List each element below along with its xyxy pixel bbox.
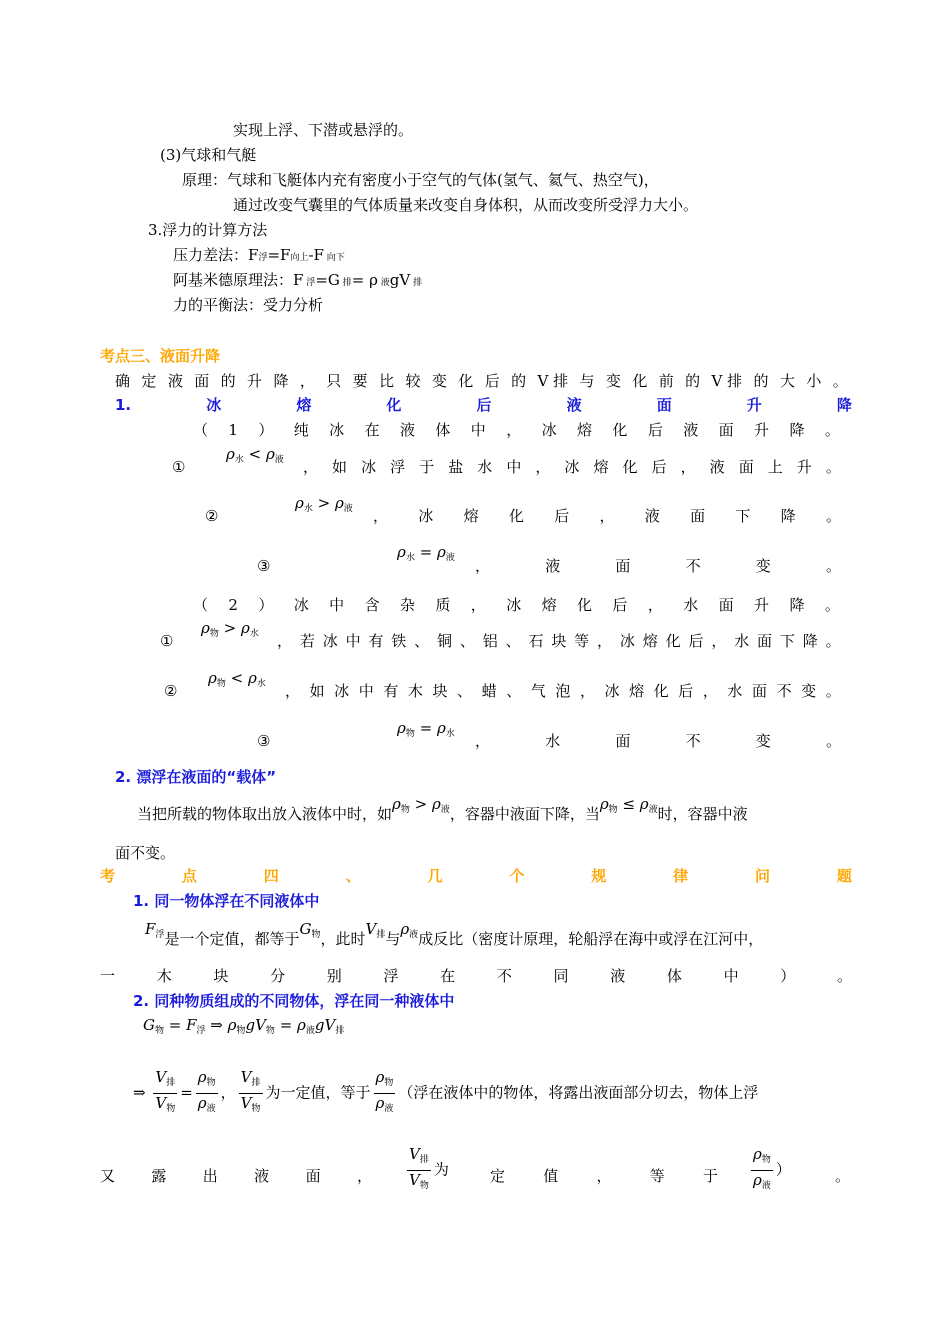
text-char: 体 [435, 421, 451, 439]
carrier-text-line-2: 面不变。 [115, 844, 176, 862]
text-char: 。 [825, 458, 841, 476]
text-char: 点 [181, 867, 197, 885]
text-char: ， [647, 596, 663, 614]
text-char: 定 [490, 1167, 506, 1185]
text-char: 确 [115, 372, 131, 390]
text-char: 1 [228, 421, 238, 439]
case-number: ③ [257, 557, 271, 575]
text-char: 液 [254, 1167, 270, 1185]
text-char: 蜡 [481, 682, 497, 700]
text-char: 冰 [206, 396, 222, 414]
text-char: 、 [505, 632, 521, 650]
balloon-principle-2: 通过改变气囊里的气体质量来改变自身体积，从而改变所受浮力大小。 [233, 196, 699, 214]
text-char: 下 [779, 632, 795, 650]
section-title-kp3: 考点三、液面升降 [100, 347, 221, 365]
text-char: 后 [484, 372, 500, 390]
text-char: 降 [789, 596, 805, 614]
text-char: 后 [647, 421, 663, 439]
text-char: 块 [213, 967, 229, 985]
rule-2-density-ratio: $\frac{\rho_物}{\rho_液}$ ） [753, 1145, 791, 1191]
text-char: 升 [247, 372, 263, 390]
text-char: 石 [528, 632, 544, 650]
text-char: 的 [753, 372, 769, 390]
text-char: 化 [622, 458, 638, 476]
text-char: 四 [263, 867, 279, 885]
balloon-title: (3)气球和气艇 [160, 146, 257, 164]
text-char: 化 [665, 632, 681, 650]
text-char: 液 [644, 507, 660, 525]
text-char: 若 [299, 632, 315, 650]
text-char: 冰 [564, 458, 580, 476]
text-char: V 排 [537, 372, 569, 390]
text-char: 规 [591, 867, 607, 885]
text-char: 液 [610, 967, 626, 985]
balloon-principle: 原理：气球和飞艇体内充有密度小于空气的气体(氢气、氦气、热空气)， [182, 171, 659, 189]
kp3-para-1 [193, 420, 840, 440]
text-char: 又 [100, 1167, 116, 1185]
text-char: 于 [702, 1167, 718, 1185]
text-char: 浮 [383, 967, 399, 985]
text-char: 冰 [619, 632, 635, 650]
text-char: （ [193, 421, 209, 439]
text-char: 露 [151, 1167, 167, 1185]
text-char: 液 [167, 372, 183, 390]
kp4-heading-2: 2. 同种物质组成的不同物体，浮在同一种液体中 [133, 992, 455, 1010]
text-char: 不 [776, 682, 792, 700]
text-char: 面 [615, 557, 631, 575]
text-char: 中 [723, 967, 739, 985]
text-char: 杂 [399, 596, 415, 614]
text-char: 的 [685, 372, 701, 390]
case-2-text [373, 506, 841, 526]
formula-rho-water-gt-liquid: $\rho_水 > \rho_液$ [295, 494, 353, 514]
text-char: 1. [115, 396, 132, 414]
case-number: ① [160, 632, 174, 650]
text-char: 要 [352, 372, 368, 390]
text-char: ） [780, 967, 796, 985]
text-line: 实现上浮、下潜或悬浮的。 [233, 121, 414, 139]
formula-rho-obj-gt-water: $\rho_物 > \rho_水$ [201, 619, 259, 639]
equation-gravity-eq-buoyancy: $G_物 = F_浮$ ⇒ $\rho_物gV_物 = \rho_液gV_排$ [143, 1016, 345, 1036]
text-char: 变 [755, 557, 771, 575]
kp4-heading-1: 1. 同一物体浮在不同液体中 [133, 892, 320, 910]
text-char: 液 [545, 557, 561, 575]
text-char: 一 [100, 967, 116, 985]
text-char: ， [470, 596, 486, 614]
text-char: 。 [825, 732, 841, 750]
text-char: 水 [545, 732, 561, 750]
text-char: 木 [156, 967, 172, 985]
text-char: 不 [685, 557, 701, 575]
text-char: 熔 [577, 421, 593, 439]
text-char: 熔 [541, 596, 557, 614]
text-char: 。 [825, 507, 841, 525]
text-char: 后 [678, 682, 694, 700]
text-char: 熔 [593, 458, 609, 476]
text-char: 冰 [322, 632, 338, 650]
text-char: ） [258, 421, 274, 439]
text-char: 中 [470, 421, 486, 439]
text-char: 面 [194, 372, 210, 390]
text-char: 熔 [463, 507, 479, 525]
kp3-heading-2: 2. 漂浮在液面的“载体” [115, 768, 277, 786]
text-char: ， [579, 682, 595, 700]
text-char: ， [711, 632, 727, 650]
rule-2-text-b [490, 1166, 718, 1186]
case-3-text [475, 556, 841, 576]
text-char: 下 [735, 507, 751, 525]
text-char: 面 [690, 507, 706, 525]
text-char: 化 [577, 596, 593, 614]
text-char: 面 [656, 396, 672, 414]
text-char: 。 [825, 632, 841, 650]
text-char: 水 [477, 458, 493, 476]
formula-rho-water-eq-liquid: $\rho_水 = \rho_液$ [397, 543, 455, 563]
text-char: 大 [779, 372, 795, 390]
text-char: V 排 [711, 372, 743, 390]
text-char: 定 [141, 372, 157, 390]
text-char: 问 [755, 867, 771, 885]
text-char: 液 [683, 421, 699, 439]
text-char: 面 [738, 458, 754, 476]
text-char: 变 [755, 732, 771, 750]
pressure-diff-formula: 压力差法：F浮=F向上-F 向下 [173, 246, 345, 264]
text-char: 体 [666, 967, 682, 985]
text-char: 在 [440, 967, 456, 985]
text-char: 变 [431, 372, 447, 390]
text-char: 水 [683, 596, 699, 614]
text-char: 面 [615, 732, 631, 750]
text-char: 有 [368, 632, 384, 650]
text-char: 于 [419, 458, 435, 476]
text-char: 。 [832, 372, 848, 390]
text-char: 升 [796, 458, 812, 476]
kp3-intro [115, 371, 848, 391]
text-char: 泡 [555, 682, 571, 700]
text-char: 中 [358, 682, 374, 700]
end-period: 。 [835, 1167, 851, 1185]
text-char: ） [258, 596, 274, 614]
rule-1-text: $F_浮$是一个定值，都等于$G_物$，此时$V_排$与$\rho_液$成反比（密度计原理，轮船浮在海中或浮在江河中， [145, 920, 764, 948]
text-char: 木 [407, 682, 423, 700]
text-char: 前 [658, 372, 674, 390]
text-char: ， [475, 732, 491, 750]
text-char: 个 [509, 867, 525, 885]
text-char: ， [597, 632, 613, 650]
text-char: 冰 [361, 458, 377, 476]
text-char: 、 [345, 867, 361, 885]
case-number: ② [205, 507, 219, 525]
text-char: 的 [220, 372, 236, 390]
text-char: 降 [273, 372, 289, 390]
formula-rho-water-lt-liquid: $\rho_水 < \rho_液$ [226, 445, 284, 465]
text-char: 比 [379, 372, 395, 390]
text-char: 、 [506, 682, 522, 700]
text-char: 别 [326, 967, 342, 985]
text-char: 2 [228, 596, 238, 614]
text-char: 考 [100, 867, 116, 885]
text-char: 同 [553, 967, 569, 985]
impurity-case-1-text [277, 631, 841, 651]
text-char: 只 [326, 372, 342, 390]
text-char: 、 [459, 632, 475, 650]
text-char: 熔 [629, 682, 645, 700]
text-char: 变 [801, 682, 817, 700]
text-char: 面 [757, 632, 773, 650]
text-char: 后 [554, 507, 570, 525]
section-title-kp4 [100, 866, 852, 886]
text-char: 后 [651, 458, 667, 476]
text-char: 冰 [329, 421, 345, 439]
text-char: ， [506, 421, 522, 439]
rule-1-text-line-2 [100, 966, 852, 986]
text-char: 铝 [482, 632, 498, 650]
equation-ratio: ⇒ $\frac{V_排}{V_物}$ = $\frac{\rho_物}{\rho_液}$ ， $\frac{V_排}{V_物}$ 为一定值，等于 $\frac{\rho_物}{\rho_液}$ （浮在液体中的物体，将露出液面部分切去，物体上浮 [133, 1068, 759, 1114]
text-char: ， [373, 507, 389, 525]
text-char: ， [277, 632, 293, 650]
text-char: ， [299, 372, 315, 390]
text-char: 降 [789, 421, 805, 439]
rule-2-text-a [100, 1166, 372, 1186]
text-char: 。 [824, 421, 840, 439]
text-char: 如 [332, 458, 348, 476]
text-char: 有 [383, 682, 399, 700]
case-number: ② [164, 682, 178, 700]
text-char: 浮 [390, 458, 406, 476]
text-char: 律 [673, 867, 689, 885]
text-char: ， [356, 1167, 372, 1185]
text-char: 等 [574, 632, 590, 650]
text-char: 冰 [604, 682, 620, 700]
text-char: 液 [399, 421, 415, 439]
rule-2-ratio: $\frac{V_排}{V_物}$ 为 [409, 1145, 449, 1191]
text-char: 化 [508, 507, 524, 525]
text-char: 等 [649, 1167, 665, 1185]
text-char: 化 [612, 421, 628, 439]
text-char: ， [303, 458, 319, 476]
text-char: 熔 [642, 632, 658, 650]
text-char: 后 [476, 396, 492, 414]
text-char: 冰 [418, 507, 434, 525]
text-char: 降 [802, 632, 818, 650]
text-char: 出 [202, 1167, 218, 1185]
text-char: 、 [457, 682, 473, 700]
text-char: 冰 [293, 596, 309, 614]
balance-method: 力的平衡法：受力分析 [173, 296, 324, 314]
text-char: 、 [414, 632, 430, 650]
text-char: 。 [836, 967, 852, 985]
calc-title: 3.浮力的计算方法 [148, 221, 268, 239]
text-char: 不 [685, 732, 701, 750]
text-char: 冰 [506, 596, 522, 614]
text-char: 。 [825, 682, 841, 700]
text-char: 降 [780, 507, 796, 525]
text-char: 质 [435, 596, 451, 614]
text-char: ， [596, 1167, 612, 1185]
text-char: ， [702, 682, 718, 700]
text-char: 中 [506, 458, 522, 476]
text-char: 几 [427, 867, 443, 885]
impurity-case-2-text [285, 681, 841, 701]
text-char: 气 [530, 682, 546, 700]
text-char: 块 [551, 632, 567, 650]
text-char: 在 [364, 421, 380, 439]
carrier-text-line-1: 当把所载的物体取出放入液体中时，如$\rho_物 > \rho_液$，容器中液面下降，当$\rho_物 \le \rho_液$时，容器中液 [137, 795, 748, 823]
text-char: 升 [754, 421, 770, 439]
text-char: 中 [345, 632, 361, 650]
case-number: ① [172, 458, 186, 476]
text-char: 升 [754, 596, 770, 614]
case-number: ③ [257, 732, 271, 750]
kp3-para-2 [193, 595, 840, 615]
formula-rho-obj-eq-water: $\rho_物 = \rho_水$ [397, 719, 455, 739]
text-char: 分 [270, 967, 286, 985]
case-1-text [303, 457, 841, 477]
text-char: 铜 [437, 632, 453, 650]
text-char: （ [193, 596, 209, 614]
text-char: ， [599, 507, 615, 525]
text-char: 如 [309, 682, 325, 700]
text-char: 小 [806, 372, 822, 390]
text-char: 化 [458, 372, 474, 390]
kp3-heading-1 [115, 395, 852, 415]
archimedes-formula: 阿基米德原理法：F 浮=G 排= ρ 液gV 排 [173, 271, 423, 289]
text-char: 熔 [296, 396, 312, 414]
text-char: 上 [767, 458, 783, 476]
text-char: 水 [734, 632, 750, 650]
text-char: ， [680, 458, 696, 476]
text-char: 面 [718, 596, 734, 614]
text-char: 冰 [541, 421, 557, 439]
text-char: 的 [511, 372, 527, 390]
text-char: 面 [751, 682, 767, 700]
text-char: 含 [364, 596, 380, 614]
impurity-case-3-text [475, 731, 841, 751]
text-char: 中 [329, 596, 345, 614]
text-char: ， [475, 557, 491, 575]
text-char: 面 [305, 1167, 321, 1185]
text-char: 后 [612, 596, 628, 614]
text-char: 。 [825, 557, 841, 575]
text-char: ， [535, 458, 551, 476]
text-char: 水 [727, 682, 743, 700]
text-char: 冰 [334, 682, 350, 700]
text-char: 块 [432, 682, 448, 700]
text-char: 盐 [448, 458, 464, 476]
formula-rho-obj-lt-water: $\rho_物 < \rho_水$ [208, 669, 266, 689]
text-char: 值 [543, 1167, 559, 1185]
text-char: 纯 [293, 421, 309, 439]
text-char: 化 [653, 682, 669, 700]
text-char: 。 [824, 596, 840, 614]
text-char: 不 [496, 967, 512, 985]
text-char: 化 [386, 396, 402, 414]
text-char: 题 [836, 867, 852, 885]
text-char: 与 [579, 372, 595, 390]
text-char: ， [285, 682, 301, 700]
text-char: 降 [836, 396, 852, 414]
text-char: 后 [688, 632, 704, 650]
text-char: 化 [632, 372, 648, 390]
text-char: 变 [605, 372, 621, 390]
text-char: 液 [709, 458, 725, 476]
text-char: 液 [566, 396, 582, 414]
text-char: 面 [718, 421, 734, 439]
text-char: 铁 [391, 632, 407, 650]
text-char: 升 [746, 396, 762, 414]
text-char: 较 [405, 372, 421, 390]
